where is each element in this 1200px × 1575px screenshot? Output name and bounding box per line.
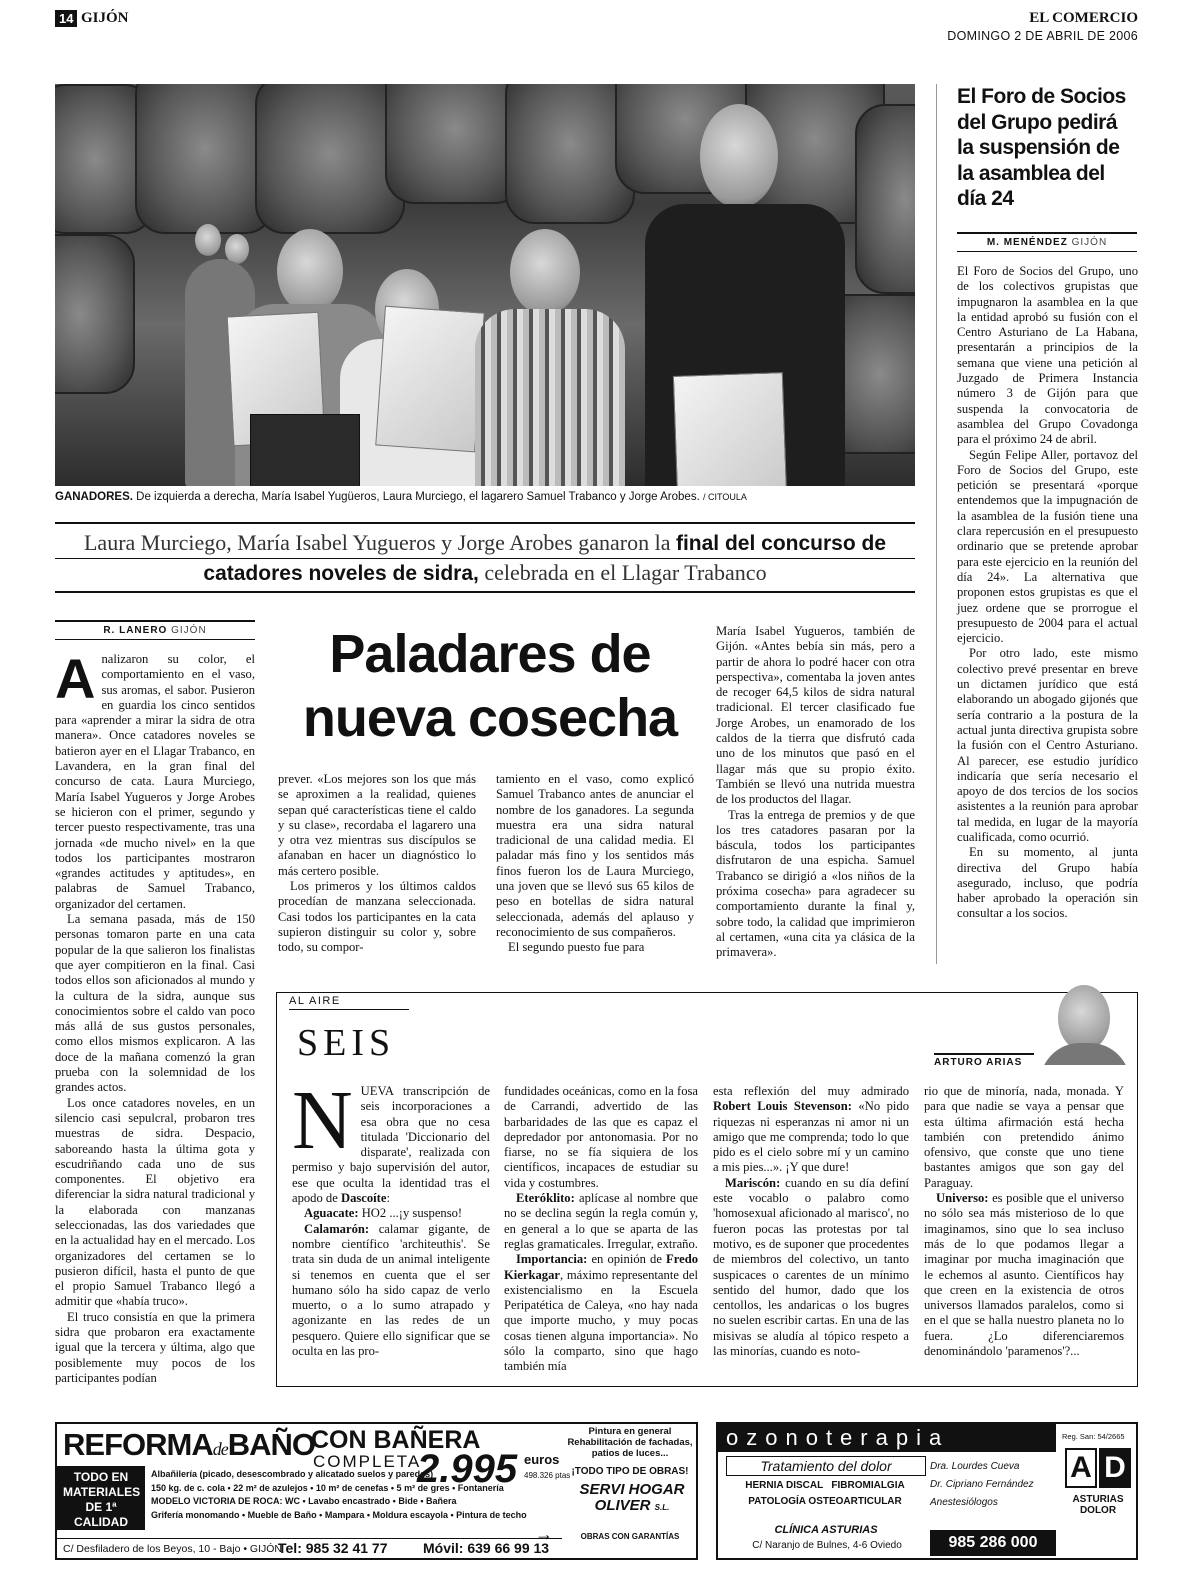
- author-photo: [1032, 981, 1132, 1065]
- caption-label: GANADORES.: [55, 491, 133, 503]
- subhead-bold: final del concurso de catadores noveles de sidra,: [203, 532, 887, 585]
- issue-date: DOMINGO 2 DE ABRIL DE 2006: [947, 29, 1138, 43]
- side-body: El Foro de Socios del Grupo, uno de los colectivos grupistas que impugnaron la asamblea en la que la entidad aprobó su fusión con el Centro Asturiano de La Habana, presentarán a principios de la semana que viene una petición al Juzgado de Primera Instancia número 3 de Gijón para que suspenda la convocatoria de asamblea del Grupo Covadonga para el próximo 24 de abril. Según Felipe Aller, portavoz del Foro de Socios del Grupo, este petición se presentará «porque entendemos que la impugnación de la asamblea de la fusión tiene una clara repercusión en el presupuesto ordinario que se pretende aprobar para este ejercicio en la reunión del día 24». La alternativa que proponen estos grupistas es que el juez ordene que se prorrogue el presupuesto de 2004 para el actual ejercicio. Por otro lado, este mismo colectivo prevé presentar en breve un dictamen jurídico que está elaborando un abogado gijonés que sería contrario a la postura de la actual junta directiva grupista sobre la fusión con el Centro Asturiano. Al parecer, ese estudio jurídico indicaría que sería necesario el apoyo de dos tercios de los socios asistentes a la reunión para aprobar tal medida, en lugar de la mayoría cualificada, como ocurrió. En su momento, al junta directiva del Grupo había asegurado, incluso, que podría haber aprobado la operación sin consultar a los socios.: [957, 264, 1138, 921]
- subhead-rule-mid: [55, 558, 915, 559]
- main-col-3: tamiento en el vaso, como explicó Samuel Trabanco antes de anunciar el nombre de los ganadores. La segunda muestra era una sidra natural tradicional de una calidad media. El paladar más fino y los sentidos más finos fueron los de Laura Murciego, una joven que se llevó sus 65 kilos de peso en botellas de sidra natural seleccionada, además del aplauso y reconocimiento de sus compañeros. El segundo puesto fue para: [496, 772, 694, 955]
- caption-text: De izquierda a derecha, María Isabel Yugüeros, Laura Murciego, el lagarero Samuel Trabanco y Jorge Arobes.: [136, 491, 700, 503]
- side-headline: El Foro de Socios del Grupo pedirá la suspensión de la asamblea del día 24: [957, 85, 1126, 210]
- caption-credit: / CITOULA: [702, 492, 747, 502]
- column-col-2: fundidades oceánicas, como en la fosa de Carrandi, advertido de las barbaridades de las que es capaz el depredador por antonomasia. Por no fiarse, no se fía siquiera de los científicos, incapaces de estudiar su vida y costumbres. Eteróklito: aplícase al nombre que no se declina según la regla común y, en general a lo que se aparta de las reglas gramaticales. Irregular, extraño. Importancia: en opinión de Fredo Kierkagar, máximo representante del existencialismo en la Escuela Peripatética de Caleya, «no hay nada que importe mucho, y muy pocas cosas tienen alguna importancia». No sólo la comparto, sino que hago también mía: [504, 1084, 698, 1374]
- servihogar-logo: SERVI HOGAR OLIVER S.L.: [579, 1481, 685, 1514]
- main-col-2: prever. «Los mejores son los que más se aproximen a la realidad, quienes sepan qué características tiene el caldo y su clase», recordaba el lagarero una y otra vez mientras sus discípulos se afanaban en hacer un diagnóstico lo más certero posible. Los primeros y los últimos caldos procedían de manzana seleccionada. Casi todos los participantes en la cata supieron distinguir su color y, sobre todo, su compor-: [278, 772, 476, 955]
- column-title: SEIS: [297, 1022, 396, 1064]
- reforma-bano-ad[interactable]: REFORMAdeBAÑO CON BAÑERA COMPLETA 2.995 euros 498.326 ptas TODO EN MATERIALES DE 1ª CALIDAD Albañilería (picado, desescombrado y alicatado suelos y paredes) 150 kg. de c. cola • 22 m² de azulejos • 10 m² de cenefas • 5 m² de gres • Fontanería MODELO VICTORIA DE ROCA: WC • Lavabo encastrado • Bide • Bañera Grifería monomando • Mueble de Baño • Mampara • Moldura escayola • Pintura de techo → Pintura en general Rehabilitación de fachadas, patios de luces... ¡TODO TIPO DE OBRAS! SERVI HOGAR OLIVER S.L. OBRAS CON GARANTÍAS C/ Desfiladero de los Beyos, 10 - Bajo • GIJÓN Tel: 985 32 41 77 Móvil: 639 66 99 13: [55, 1422, 698, 1560]
- main-col-1: A nalizaron su color, el comportamiento en el vaso, sus aromas, el sabor. Pusieron en guardia los cinco sentidos para «aprender a mirar la sidra de otra manera». Once catadores noveles se batieron ayer en el Llagar Trabanco, en Lavandera, en la gran final del concurso de cata. Laura Murciego, María Isabel Yugueros y Jorge Arobes se hicieron con el primer, segundo y tercer puesto respectivamente, tras una jornada «de mucho nivel» en la que todos los participantes mostraron «grandes actitudes y aptitudes», en palabras de Samuel Trabanco, organizador del certamen. La semana pasada, más de 150 personas tomaron parte en una cata popular de la que salieron los finalistas que ayer compitieron en la final. Casi todos ellos son aficionados al mundo y la cultura de la sidra, aunque sus conocimientos sobre el caldo van poco más allá de sus gustos personales, como ellos mismos explicaron. A las doce de la mañana comenzó la gran prueba con la solemnidad de los grandes actos. Los once catadores noveles, en un silencio casi sepulcral, probaron tres muestras de sidra. Despacio, saboreando hasta la última gota y escudriñando cada uno de sus componentes. El objetivo era diferenciar la sidra natural tradicional y la elaborada con manzanas seleccionadas, las dos variedades que en la actualidad hay en el mercado. Los organizadores del certamen se lo pusieron difícil, hasta el punto de que el propio Samuel Trabanco llegó a admitir que «había truco». El truco consistía en que la primera sidra que probaron era exactamente igual que la tercera y última, algo que posiblemente muy pocos de los participantes podían: [55, 647, 255, 1385]
- price: 2.995: [417, 1447, 518, 1491]
- left-block: TODO EN MATERIALES DE 1ª CALIDAD: [57, 1466, 145, 1530]
- subhead: Laura Murciego, María Isabel Yugueros y Jorge Arobes ganaron la final del concurso de catadores noveles de sidra, celebrada en el Llagar Trabanco: [83, 530, 887, 585]
- page-number: 14: [55, 10, 77, 27]
- ozono-phone: 985 286 000: [930, 1530, 1056, 1556]
- reforma-title: REFORMAdeBAÑO: [63, 1427, 315, 1462]
- subhead-rule-top: [55, 522, 915, 524]
- main-byline: R. LANERO GIJÓN: [55, 620, 255, 640]
- main-headline: Paladares de nueva cosecha: [302, 624, 678, 748]
- side-byline: M. MENÉNDEZ GIJÓN: [957, 232, 1137, 252]
- ozono-tratamiento: Tratamiento del dolor: [726, 1456, 926, 1476]
- completa: COMPLETA: [313, 1452, 422, 1471]
- column-dropcap: N: [292, 1074, 353, 1167]
- subhead-rule-bottom: [55, 591, 915, 593]
- column-author: ARTURO ARIAS: [934, 1053, 1034, 1068]
- column-section-label: AL AIRE: [289, 995, 341, 1007]
- photo-caption: [55, 490, 915, 504]
- column-col-1: N UEVA transcripción de seis incorporaciones a esa obra que no cesa titulada 'Diccionario del disparate', realizada con permiso y bajo supervisión del autor, ese que oculta la identidad tras el apodo de Dascoíte: Aguacate: HO2 ...¡y suspenso! Calamarón: calamar gigante, de nombre científico 'architeuthis'. Se trata sin duda de un animal inteligente si tenemos en cuenta que el ser humano sólo ha sido capaz de verlo muerto, o a lo sumo atrapado y agonizante en las redes de un pesquero. Quiere ello significar que se oculta en las pro-: [292, 1074, 490, 1359]
- asturias-dolor-logo: A D ASTURIAS DOLOR: [1062, 1448, 1134, 1558]
- ozonoterapia-ad[interactable]: ozonoterapia Reg. San: 54/2665 Tratamiento del dolor HERNIA DISCAL FIBROMIALGIA PATOLOGÍA OSTEOARTICULAR Dra. Lourdes Cueva Dr. Cipriano Fernández Anestesiólogos CLÍNICA ASTURIAS C/ Naranjo de Bulnes, 4-6 Oviedo 985 286 000 A D ASTURIAS DOLOR: [716, 1422, 1138, 1560]
- main-col-4: María Isabel Yugueros, también de Gijón. «Antes bebía sin más, pero a partir de ahora lo podré hacer con otra perspectiva», comentaba la joven antes de recoger 64,5 kilos de sidra natural tradicional. El tercer clasificado fue Jorge Arobes, un enamorado de los caldos de la tierra que disfrutó cada uno de los minutos que pasó en el llagar más que su propio éxito. También se llevó una nutrida muestra de los productos del llagar. Tras la entrega de premios y de que los tres catadores pasaran por la báscula, todos los participantes disfrutaron de una espicha. Samuel Trabanco se dirigió a «los niños de la próxima cosecha» para agradecer su comportamiento durante la final y, sobre todo, la calidad que imprimieron al certamen, «una cita ya clásica de la primavera».: [716, 624, 915, 960]
- page-header: [55, 10, 1138, 50]
- column-col-3: esta reflexión del muy admirado Robert Louis Stevenson: «No pido riquezas ni esperanzas ni amor ni un amigo que me comprenda; todo lo que pido es el cielo sobre mí y un camino a mis pies...». ¡Y que dure! Mariscón: cuando en su día definí este vocablo o palabro como 'homosexual aficionado al marisco', no fueron pocas las protestas por tal motivo, es de suponer que procedentes de miembros del colectivo, un tanto suspicaces o carentes de un mínimo sentido del humor, dado que los centollos, les andaricas o los bugres no suelen escribir cartas. En una de las misivas se aludía al tópico respeto a las minorías, cuando es noto-: [713, 1084, 909, 1359]
- section-name: GIJÓN: [81, 10, 129, 26]
- side-column-rule: [936, 84, 937, 964]
- reforma-services: Pintura en general Rehabilitación de fachadas, patios de luces...: [567, 1426, 693, 1459]
- main-dropcap: A: [55, 647, 96, 710]
- arrow-icon: →: [535, 1524, 553, 1544]
- main-photo: [55, 84, 915, 486]
- ozono-title: ozonoterapia: [718, 1424, 1056, 1452]
- paper-name: EL COMERCIO: [1029, 10, 1138, 26]
- column-col-4: rio que de minoría, nada, monada. Y para que nadie se vaya a pensar que esta última afirmación está hecha también con pretendido ánimo ofensivo, que conste que uno tiene bastantes amigos que son gay del Paraguay. Universo: es posible que el universo no sólo sea más misterioso de lo que imaginamos, sino que lo sea incluso más de lo que podamos llegar a imaginar por mucha imaginación que le echemos al asunto. Científicos hay que creen en la existencia de otros universos llamados paralelos, como si en el que se halla nuestro planeta no lo fuera. ¿Lo diferenciaremos denominándolo 'paramenos'?...: [924, 1084, 1124, 1359]
- con-banera: CON BAÑERA: [311, 1426, 481, 1454]
